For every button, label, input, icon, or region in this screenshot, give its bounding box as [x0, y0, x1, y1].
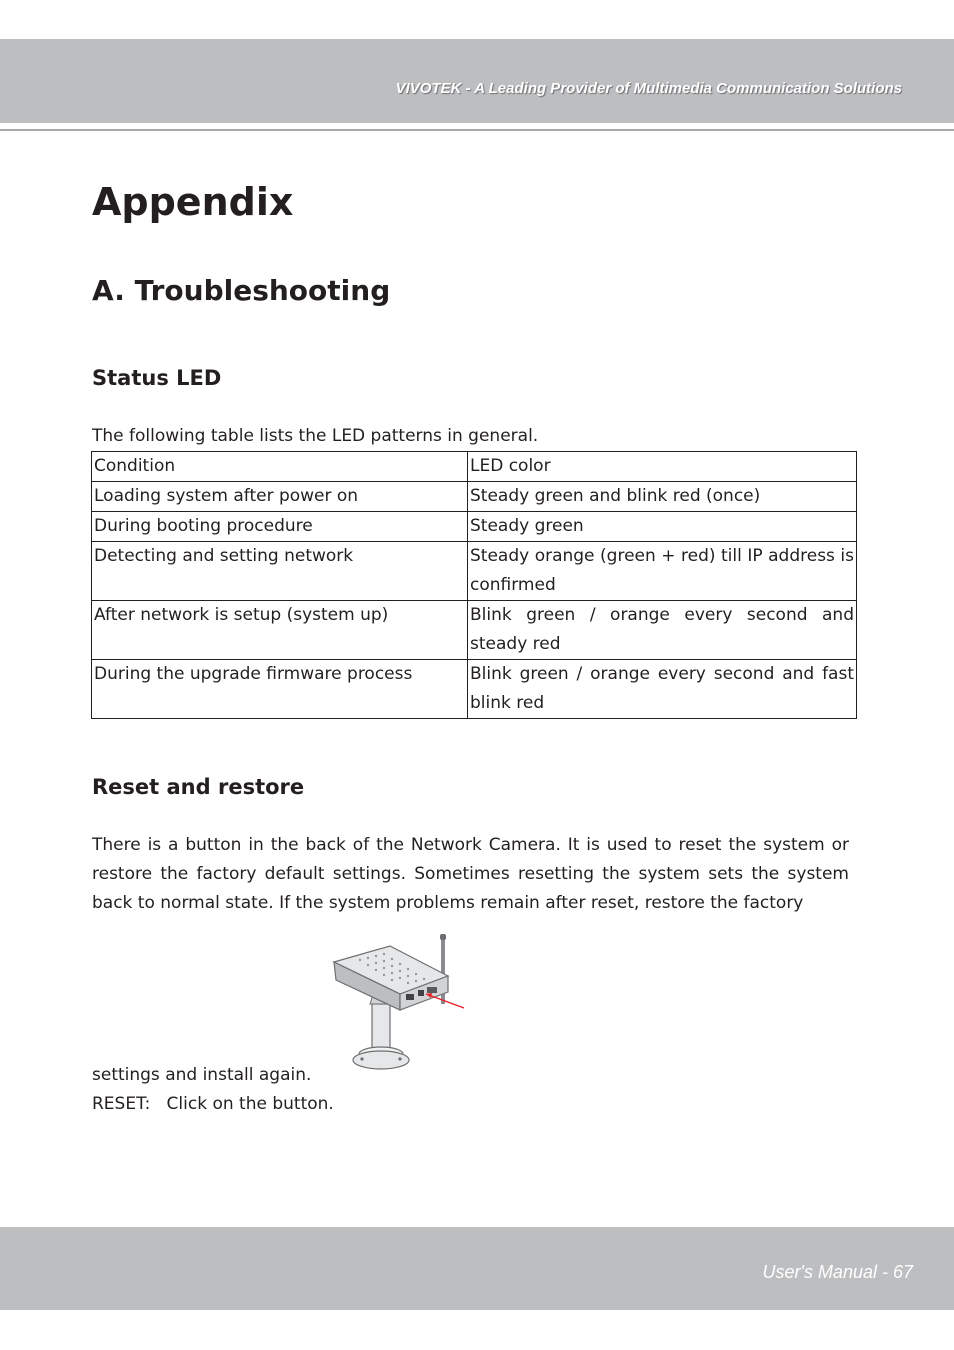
table-cell-led-color: Steady green — [468, 512, 857, 542]
reset-restore-heading: Reset and restore — [92, 775, 305, 799]
page-number-label: User's Manual - 67 — [762, 1262, 913, 1282]
table-header-cell: Condition — [92, 452, 468, 482]
table-row — [92, 542, 857, 601]
table-cell-led-color: Steady orange (green + red) till IP address is confirmed — [468, 542, 857, 601]
table-cell-led-color: Blink green / orange every second and steady red — [468, 601, 857, 660]
status-led-heading: Status LED — [92, 366, 222, 390]
led-pattern-table — [91, 451, 857, 719]
table-cell-condition: After network is setup (system up) — [92, 601, 468, 660]
reset-restore-paragraph: There is a button in the back of the Network Camera. It is used to reset the system or restore the factory default settings. Sometimes resetting the system sets the system back to normal state. If the system problems remain after reset, restore the factory — [92, 835, 849, 913]
header-tagline: VIVOTEK - A Leading Provider of Multimedia Communication Solutions — [395, 80, 902, 97]
table-row — [92, 512, 857, 542]
reset-instruction: RESET: Click on the button. — [92, 1094, 334, 1114]
table-cell-led-color: Steady green and blink red (once) — [468, 482, 857, 512]
table-row — [92, 660, 857, 719]
header-divider — [0, 129, 954, 131]
table-row — [92, 601, 857, 660]
footer-band — [0, 1227, 954, 1310]
table-row — [92, 482, 857, 512]
page-title: Appendix — [92, 180, 294, 224]
table-cell-condition: Loading system after power on — [92, 482, 468, 512]
camera-illustration — [330, 932, 470, 1077]
status-led-intro: The following table lists the LED patterns in general. — [92, 426, 539, 446]
table-header-cell: LED color — [468, 452, 857, 482]
table-cell-condition: Detecting and setting network — [92, 542, 468, 601]
table-header-row — [92, 452, 857, 482]
table-cell-condition: During the upgrade firmware process — [92, 660, 468, 719]
section-title: A. Troubleshooting — [92, 274, 391, 307]
header-band — [0, 39, 954, 123]
table-cell-led-color: Blink green / orange every second and fast blink red — [468, 660, 857, 719]
table-cell-condition: During booting procedure — [92, 512, 468, 542]
settings-line: settings and install again. — [92, 1065, 312, 1085]
